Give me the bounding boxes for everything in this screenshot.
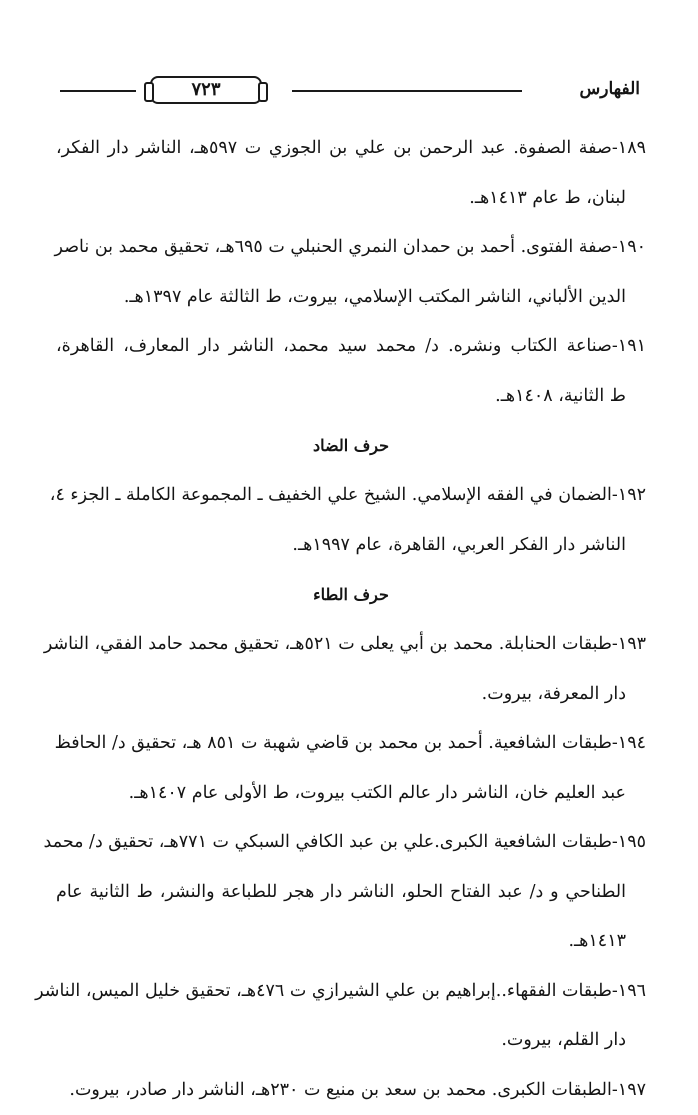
- entry-first-line: ١٩٦-طبقات الفقهاء..إبراهيم بن علي الشيرازي ت ٤٧٦هـ، تحقيق خليل الميس، الناشر: [56, 967, 646, 1017]
- header-rule-left: [60, 90, 136, 92]
- entry-continuation-line: الناشر دار الفكر العربي، القاهرة، عام ١٩٩٧هـ.: [56, 521, 646, 571]
- entry-first-line: ١٩٤-طبقات الشافعية. أحمد بن محمد بن قاضي شهبة ت ٨٥١ هـ، تحقيق د/ الحافظ: [56, 719, 646, 769]
- entry-continuation-line: ١٤١٣هـ.: [56, 917, 646, 967]
- entry-first-line: ١٩٧-الطبقات الكبرى. محمد بن سعد بن منيع ت ٢٣٠هـ، الناشر دار صادر، بيروت.: [56, 1066, 646, 1115]
- entry-first-line: ١٩٢-الضمان في الفقه الإسلامي. الشيخ علي الخفيف ـ المجموعة الكاملة ـ الجزء ٤،: [56, 471, 646, 521]
- entry-continuation-line: عبد العليم خان، الناشر دار عالم الكتب بيروت، ط الأولى عام ١٤٠٧هـ.: [56, 769, 646, 819]
- bibliography-entry: [56, 124, 646, 223]
- bibliography-entry: [56, 1066, 646, 1115]
- entry-first-line: ١٩٥-طبقات الشافعية الكبرى.علي بن عبد الكافي السبكي ت ٧٧١هـ، تحقيق د/ محمد: [56, 818, 646, 868]
- entry-continuation-line: الدين الألباني، الناشر المكتب الإسلامي، بيروت، ط الثالثة عام ١٣٩٧هـ.: [56, 273, 646, 323]
- page-number: ٧٢٣: [150, 76, 262, 104]
- bibliography-entry: [56, 620, 646, 719]
- entry-first-line: ١٩٠-صفة الفتوى. أحمد بن حمدان النمري الحنبلي ت ٦٩٥هـ، تحقيق محمد بن ناصر: [56, 223, 646, 273]
- bibliography-list: [56, 124, 646, 1115]
- bibliography-entry: [56, 818, 646, 967]
- section-heading: حرف الضاد: [56, 421, 646, 471]
- running-title: الفهارس: [580, 76, 640, 102]
- entry-continuation-line: الطناحي و د/ عبد الفتاح الحلو، الناشر دار هجر للطباعة والنشر، ط الثانية عام: [56, 868, 646, 918]
- entry-first-line: ١٩١-صناعة الكتاب ونشره. د/ محمد سيد محمد، الناشر دار المعارف، القاهرة،: [56, 322, 646, 372]
- header-rule-right: [292, 90, 522, 92]
- bibliography-entry: [56, 471, 646, 570]
- entry-continuation-line: ط الثانية، ١٤٠٨هـ.: [56, 372, 646, 422]
- entry-first-line: ١٨٩-صفة الصفوة. عبد الرحمن بن علي بن الجوزي ت ٥٩٧هـ، الناشر دار الفكر،: [56, 124, 646, 174]
- bibliography-entry: [56, 322, 646, 421]
- bibliography-entry: [56, 223, 646, 322]
- bibliography-entry: [56, 719, 646, 818]
- entry-continuation-line: لبنان، ط عام ١٤١٣هـ.: [56, 174, 646, 224]
- entry-continuation-line: دار المعرفة، بيروت.: [56, 670, 646, 720]
- entry-first-line: ١٩٣-طبقات الحنابلة. محمد بن أبي يعلى ت ٥٢١هـ، تحقيق محمد حامد الفقي، الناشر: [56, 620, 646, 670]
- entry-continuation-line: دار القلم، بيروت.: [56, 1016, 646, 1066]
- page-header: [60, 76, 640, 104]
- bibliography-entry: [56, 967, 646, 1066]
- section-heading: حرف الطاء: [56, 570, 646, 620]
